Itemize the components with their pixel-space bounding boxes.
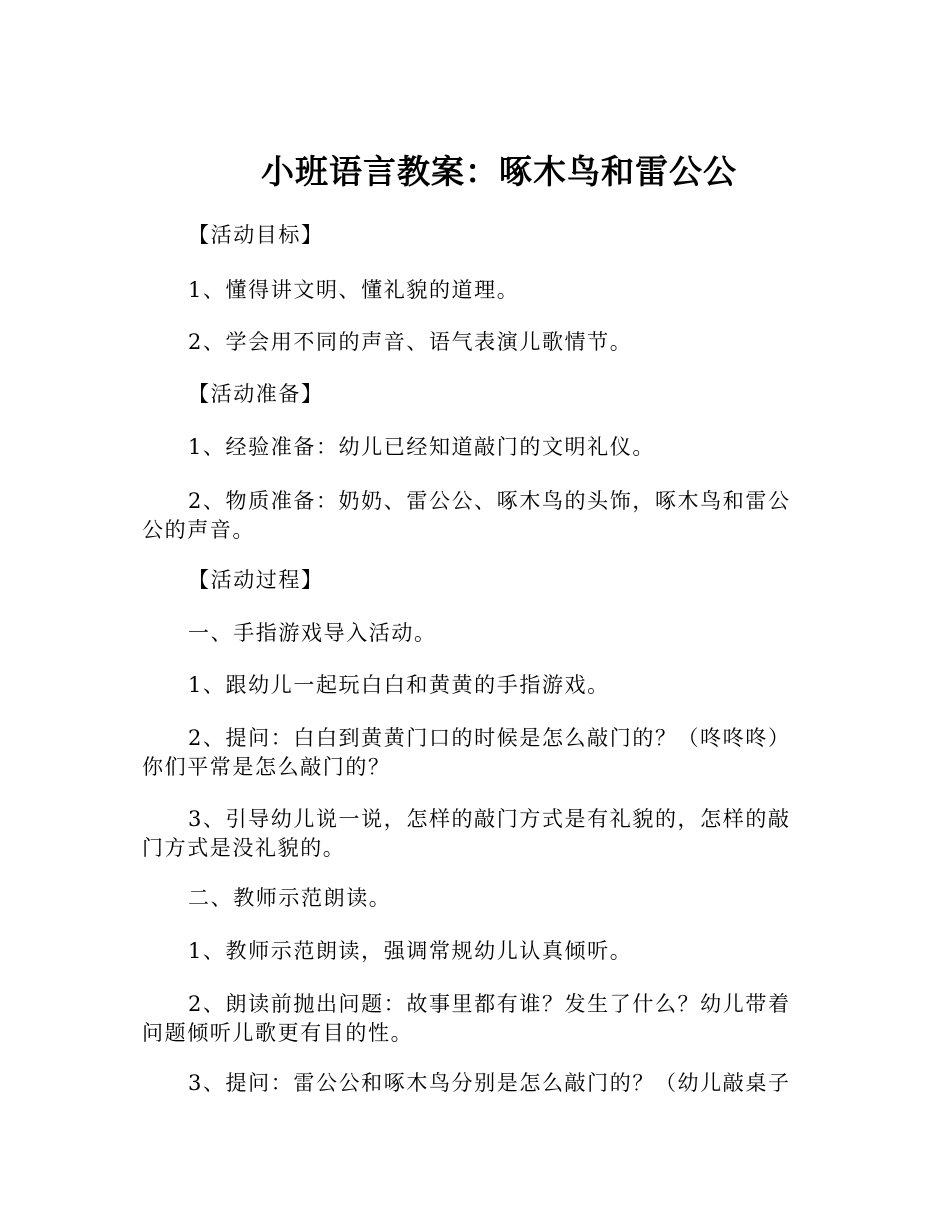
paragraph-goal-2: 2、学会用不同的声音、语气表演儿歌情节。 (188, 330, 633, 354)
document-title: 小班语言教案：啄木鸟和雷公公 (261, 152, 737, 191)
paragraph-process-part-1: 一、手指游戏导入活动。 (188, 621, 437, 645)
paragraph-process-1-3: 3、引导幼儿说一说，怎样的敲门方式是有礼貌的，怎样的敲门方式是没礼貌的。 (142, 807, 791, 860)
paragraph-process-2-3: 3、提问：雷公公和啄木鸟分别是怎么敲门的？（幼儿敲桌子 (188, 1071, 791, 1095)
paragraph-preparation-1: 1、经验准备：幼儿已经知道敲门的文明礼仪。 (188, 435, 655, 459)
paragraph-goal-1: 1、懂得讲文明、懂礼貌的道理。 (188, 278, 520, 302)
paragraph-process-part-2: 二、教师示范朗读。 (188, 886, 392, 910)
section-heading-preparation: 【活动准备】 (188, 382, 324, 406)
paragraph-process-2-1: 1、教师示范朗读，强调常规幼儿认真倾听。 (188, 939, 633, 963)
paragraph-process-1-2: 2、提问：白白到黄黄门口的时候是怎么敲门的？（咚咚咚）你们平常是怎么敲门的？ (142, 726, 791, 779)
paragraph-process-1-1: 1、跟幼儿一起玩白白和黄黄的手指游戏。 (188, 673, 610, 697)
paragraph-process-2-2: 2、朗读前抛出问题：故事里都有谁？发生了什么？幼儿带着问题倾听儿歌更有目的性。 (142, 992, 791, 1045)
section-heading-goals: 【活动目标】 (188, 223, 324, 247)
paragraph-preparation-2: 2、物质准备：奶奶、雷公公、啄木鸟的头饰，啄木鸟和雷公公的声音。 (142, 489, 791, 542)
section-heading-process: 【活动过程】 (188, 568, 324, 592)
